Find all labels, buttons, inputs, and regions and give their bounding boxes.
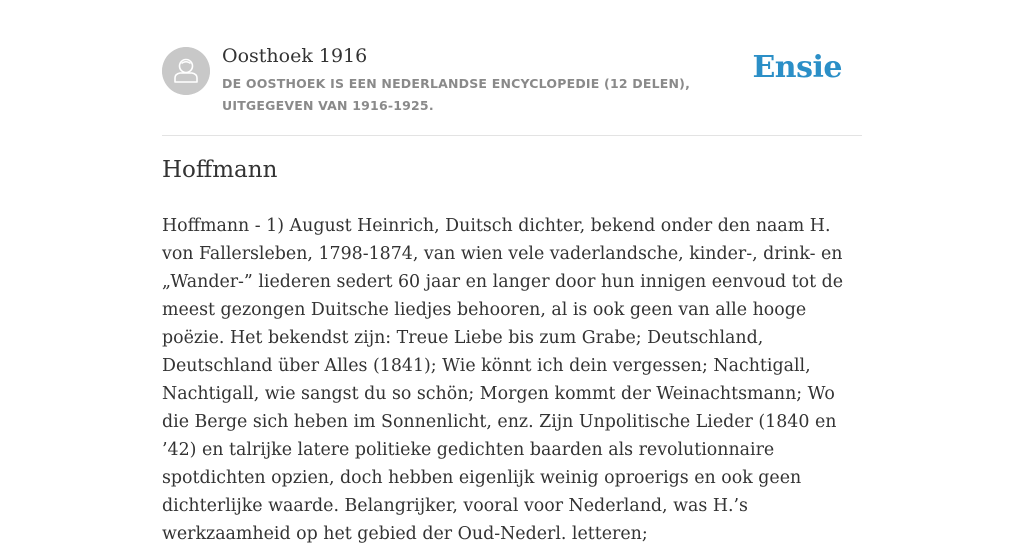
- source-header: [162, 0, 862, 136]
- source-name-link[interactable]: Oosthoek 1916: [222, 45, 368, 67]
- source-description: DE OOSTHOEK IS EEN NEDERLANDSE ENCYCLOPEDIE (12 DELEN), UITGEGEVEN VAN 1916-1925.: [222, 76, 691, 113]
- entry-body: Hoffmann - 1) August Heinrich, Duitsch dichter, bekend onder den naam H. von Fallersleben, 1798-1874, van wien vele vaderlandsche, kinder-, drink- en „Wander-” liederen sedert 60 jaar en langer door hun innigen eenvoud tot de meest gezongen Duitsche liedjes behooren, al is ook geen van alle hooge poëzie. Het bekendst zijn: Treue Liebe bis zum Grabe; Deutschland, Deutschland über Alles (1841); Wie könnt ich dein vergessen; Nachtigall, Nachtigall, wie sangst du so schön; Morgen kommt der Weinachtsmann; Wo die Berge sich heben im Sonnenlicht, enz. Zijn Unpolitische Lieder (1840 en ’42) en talrijke latere politieke gedichten baarden als revolutionnaire spotdichten opzien, doch hebben eigenlijk weinig oproerigs en ook geen dichterlijke waarde. Belangrijker, vooral voor Nederland, was H.’s werkzaamheid op het gebied der Oud-Nederl. letteren;: [162, 216, 844, 544]
- entry-title: Hoffmann: [162, 157, 278, 183]
- ensie-logo[interactable]: Ensie: [752, 50, 842, 85]
- page-content: [162, 0, 862, 544]
- source-avatar[interactable]: [162, 47, 210, 95]
- user-icon: [162, 47, 210, 95]
